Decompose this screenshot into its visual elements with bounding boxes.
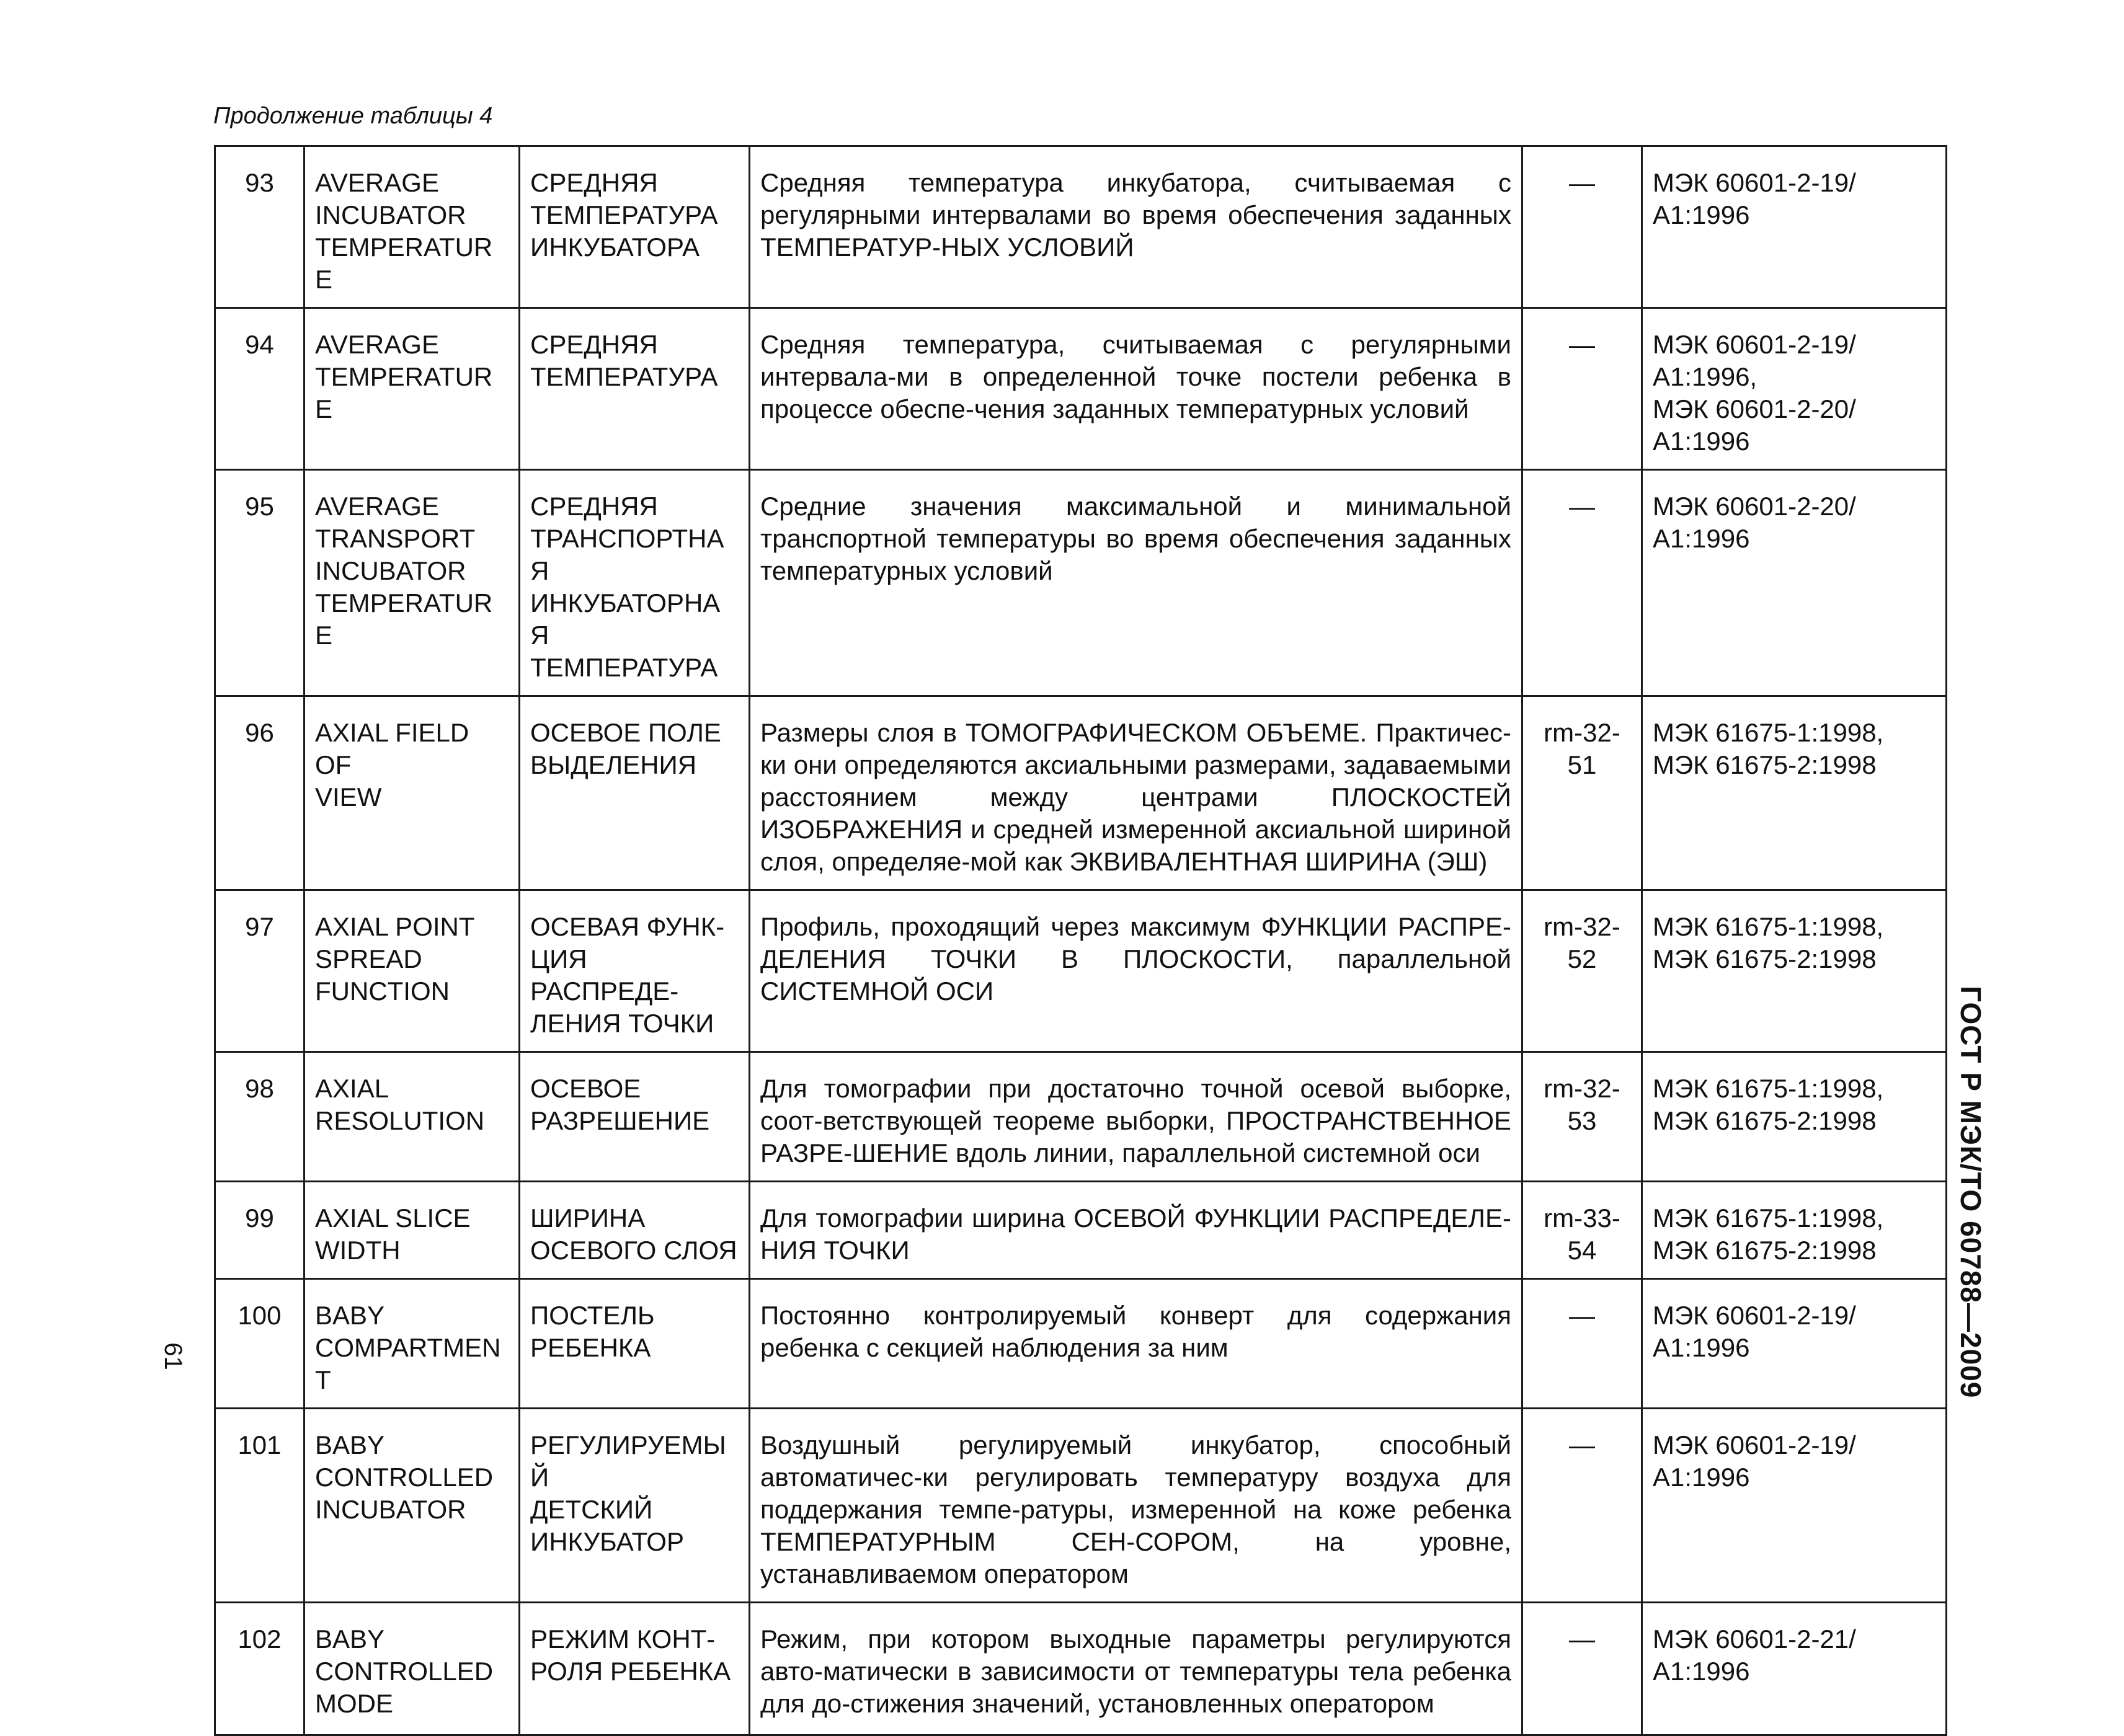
- definition-text: Средняя температура, считываемая с регулярными интервала-ми в определенной точке постели ребенка в процессе обеспе-чения заданных температурных условий: [760, 330, 1511, 423]
- term-number: 94: [245, 330, 274, 359]
- definition-cell: [750, 1409, 1522, 1603]
- source-cell: [1642, 1409, 1947, 1603]
- definition-cell: [750, 890, 1522, 1052]
- source-standard: МЭК 60601-2-20/А1:1996: [1653, 492, 1856, 553]
- page-number: 61: [159, 1342, 187, 1370]
- reference-cell: [1522, 1409, 1642, 1603]
- english-term-cell: [304, 696, 520, 890]
- term-number-cell: [215, 470, 304, 696]
- english-term-line: TEMPERATURE: [315, 588, 493, 650]
- source-standard: МЭК 61675-1:1998,: [1653, 912, 1884, 941]
- english-term-cell: [304, 146, 520, 308]
- definition-text: Средняя температура инкубатора, считываемая с регулярными интервалами во время обеспечения заданных ТЕМПЕРАТУР-НЫХ УСЛОВИЙ: [760, 168, 1511, 262]
- russian-term-cell: [520, 146, 750, 308]
- reference-cell: [1522, 890, 1642, 1052]
- reference-code: —: [1569, 330, 1595, 359]
- term-number: 98: [245, 1074, 274, 1103]
- document-code: ГОСТ Р МЭК/ТО 60788—2009: [1955, 986, 1987, 1399]
- russian-term-line: СРЕДНЯЯ: [530, 168, 658, 197]
- russian-term-cell: [520, 696, 750, 890]
- reference-code: rm-32-51: [1544, 718, 1620, 779]
- source-cell: [1642, 890, 1947, 1052]
- table-row: [215, 890, 1947, 1052]
- definition-cell: [750, 146, 1522, 308]
- reference-cell: [1522, 1182, 1642, 1279]
- english-term-line: AXIAL FIELD OF: [315, 718, 469, 779]
- term-number-cell: [215, 308, 304, 470]
- english-term-line: AVERAGE: [315, 492, 439, 521]
- english-term-line: INCUBATOR: [315, 200, 466, 229]
- source-standard: МЭК 60601-2-19/А1:1996: [1653, 1430, 1856, 1492]
- reference-code: —: [1569, 168, 1595, 197]
- english-term-cell: [304, 890, 520, 1052]
- reference-cell: [1522, 1279, 1642, 1409]
- reference-code: rm-32-53: [1544, 1074, 1620, 1135]
- table-row: [215, 1279, 1947, 1409]
- russian-term-line: РЕБЕНКА: [530, 1333, 651, 1362]
- russian-term-line: ЛЕНИЯ ТОЧКИ: [530, 1009, 714, 1038]
- russian-term-line: ОСЕВОЕ: [530, 1074, 641, 1103]
- source-standard: МЭК 60601-2-19/А1:1996: [1653, 1301, 1856, 1362]
- source-cell: [1642, 146, 1947, 308]
- reference-code: —: [1569, 1430, 1595, 1459]
- table-caption: Продолжение таблицы 4: [213, 103, 493, 129]
- reference-cell: [1522, 146, 1642, 308]
- english-term-line: WIDTH: [315, 1236, 401, 1265]
- term-number-cell: [215, 696, 304, 890]
- reference-cell: [1522, 1052, 1642, 1182]
- definition-text: Для томографии ширина ОСЕВОЙ ФУНКЦИИ РАСПРЕДЕЛЕ-НИЯ ТОЧКИ: [760, 1203, 1511, 1265]
- term-number: 93: [245, 168, 274, 197]
- source-cell: [1642, 1603, 1947, 1735]
- russian-term-line: РЕГУЛИРУЕМЫЙ: [530, 1430, 726, 1492]
- term-number-cell: [215, 146, 304, 308]
- table-row: [215, 696, 1947, 890]
- reference-code: —: [1569, 1301, 1595, 1330]
- term-number-cell: [215, 1052, 304, 1182]
- definition-cell: [750, 696, 1522, 890]
- definition-cell: [750, 1182, 1522, 1279]
- reference-cell: [1522, 470, 1642, 696]
- table-row: [215, 308, 1947, 470]
- definition-text: Режим, при котором выходные параметры регулируются авто-матически в зависимости от температуры тела ребенка для до-стижения значений, установленных оператором: [760, 1624, 1511, 1718]
- english-term-cell: [304, 1182, 520, 1279]
- russian-term-line: ИНКУБАТОРНАЯ: [530, 588, 721, 650]
- term-number: 97: [245, 912, 274, 941]
- term-number: 95: [245, 492, 274, 521]
- source-standard: МЭК 60601-2-19/А1:1996: [1653, 168, 1856, 229]
- terms-table-body: [215, 146, 1947, 1735]
- russian-term-cell: [520, 1279, 750, 1409]
- english-term-line: TRANSPORT: [315, 524, 476, 553]
- definition-text: Размеры слоя в ТОМОГРАФИЧЕСКОМ ОБЪЕМЕ. Практичес-ки они определяются аксиальными размерами, задаваемыми расстоянием между центрами ПЛОСКОСТЕЙ ИЗОБРАЖЕНИЯ и средней измеренной аксиальной шириной слоя, определяе-мой как ЭКВИВАЛЕНТНАЯ ШИРИНА (ЭШ): [760, 718, 1511, 876]
- term-number: 101: [238, 1430, 282, 1459]
- russian-term-cell: [520, 1603, 750, 1735]
- source-standard: МЭК 61675-2:1998: [1653, 1236, 1877, 1265]
- russian-term-cell: [520, 470, 750, 696]
- russian-term-line: ТЕМПЕРАТУРА: [530, 200, 718, 229]
- russian-term-cell: [520, 1409, 750, 1603]
- english-term-line: AXIAL: [315, 1074, 389, 1103]
- russian-term-line: ТЕМПЕРАТУРА: [530, 362, 718, 391]
- definition-text: Средние значения максимальной и минимальной транспортной температуры во время обеспечения заданных температурных условий: [760, 492, 1511, 585]
- table-row: [215, 1409, 1947, 1603]
- english-term-line: TEMPERATURE: [315, 232, 493, 294]
- term-number-cell: [215, 1182, 304, 1279]
- russian-term-line: ТРАНСПОРТНАЯ: [530, 524, 724, 585]
- english-term-line: AXIAL POINT: [315, 912, 475, 941]
- english-term-line: INCUBATOR: [315, 1495, 466, 1524]
- russian-term-line: СРЕДНЯЯ: [530, 330, 658, 359]
- source-standard: МЭК 61675-1:1998,: [1653, 718, 1884, 747]
- term-number: 102: [238, 1624, 282, 1654]
- russian-term-cell: [520, 308, 750, 470]
- table-row: [215, 1182, 1947, 1279]
- english-term-line: BABY: [315, 1301, 385, 1330]
- term-number: 96: [245, 718, 274, 747]
- english-term-cell: [304, 1409, 520, 1603]
- source-standard: МЭК 60601-2-19/А1:1996,: [1653, 330, 1856, 391]
- english-term-cell: [304, 308, 520, 470]
- russian-term-line: РЕЖИМ КОНТ-: [530, 1624, 716, 1654]
- reference-cell: [1522, 696, 1642, 890]
- term-number-cell: [215, 1603, 304, 1735]
- english-term-line: CONTROLLED: [315, 1463, 494, 1492]
- source-standard: МЭК 61675-1:1998,: [1653, 1203, 1884, 1233]
- term-number: 100: [238, 1301, 282, 1330]
- term-number-cell: [215, 1279, 304, 1409]
- russian-term-cell: [520, 1052, 750, 1182]
- english-term-line: COMPARTMENT: [315, 1333, 501, 1394]
- english-term-cell: [304, 1279, 520, 1409]
- term-number: 99: [245, 1203, 274, 1233]
- english-term-line: MODE: [315, 1689, 393, 1718]
- definition-cell: [750, 1279, 1522, 1409]
- english-term-line: SPREAD: [315, 944, 422, 973]
- term-number-cell: [215, 890, 304, 1052]
- russian-term-line: СРЕДНЯЯ: [530, 492, 658, 521]
- russian-term-line: ДЕТСКИЙ: [530, 1495, 653, 1524]
- definition-cell: [750, 1052, 1522, 1182]
- russian-term-line: ОСЕВОГО СЛОЯ: [530, 1236, 737, 1265]
- source-cell: [1642, 696, 1947, 890]
- russian-term-line: ИНКУБАТОРА: [530, 232, 700, 262]
- source-cell: [1642, 308, 1947, 470]
- english-term-cell: [304, 470, 520, 696]
- russian-term-line: РАЗРЕШЕНИЕ: [530, 1106, 710, 1135]
- definition-text: Для томографии при достаточно точной осевой выборке, соот-ветствующей теореме выборки, ПРОСТРАНСТВЕННОЕ РАЗРЕ-ШЕНИЕ вдоль линии, параллельной системной оси: [760, 1074, 1511, 1167]
- source-cell: [1642, 1052, 1947, 1182]
- english-term-line: TEMPERATURE: [315, 362, 493, 423]
- reference-code: —: [1569, 1624, 1595, 1654]
- source-standard: МЭК 61675-2:1998: [1653, 750, 1877, 779]
- russian-term-line: ВЫДЕЛЕНИЯ: [530, 750, 697, 779]
- source-standard: МЭК 61675-1:1998,: [1653, 1074, 1884, 1103]
- source-cell: [1642, 1279, 1947, 1409]
- reference-cell: [1522, 308, 1642, 470]
- russian-term-line: ИНКУБАТОР: [530, 1527, 684, 1556]
- source-standard: МЭК 60601-2-20/А1:1996: [1653, 394, 1856, 456]
- table-row: [215, 146, 1947, 308]
- english-term-cell: [304, 1052, 520, 1182]
- table-row: [215, 1052, 1947, 1182]
- source-standard: МЭК 61675-2:1998: [1653, 944, 1877, 973]
- definition-cell: [750, 470, 1522, 696]
- english-term-line: RESOLUTION: [315, 1106, 485, 1135]
- russian-term-line: РОЛЯ РЕБЕНКА: [530, 1657, 731, 1686]
- russian-term-cell: [520, 1182, 750, 1279]
- english-term-line: AVERAGE: [315, 168, 439, 197]
- russian-term-line: ПОСТЕЛЬ: [530, 1301, 655, 1330]
- english-term-line: BABY: [315, 1624, 385, 1654]
- source-standard: МЭК 60601-2-21/А1:1996: [1653, 1624, 1856, 1686]
- definition-text: Профиль, проходящий через максимум ФУНКЦИИ РАСПРЕ-ДЕЛЕНИЯ ТОЧКИ В ПЛОСКОСТИ, параллельной СИСТЕМНОЙ ОСИ: [760, 912, 1511, 1006]
- russian-term-cell: [520, 890, 750, 1052]
- source-standard: МЭК 61675-2:1998: [1653, 1106, 1877, 1135]
- reference-code: —: [1569, 492, 1595, 521]
- table-row: [215, 470, 1947, 696]
- source-cell: [1642, 1182, 1947, 1279]
- russian-term-line: ОСЕВАЯ ФУНК-: [530, 912, 725, 941]
- term-number-cell: [215, 1409, 304, 1603]
- terms-table: [214, 145, 1947, 1736]
- english-term-line: AXIAL SLICE: [315, 1203, 471, 1233]
- source-cell: [1642, 470, 1947, 696]
- russian-term-line: ЦИЯ РАСПРЕДЕ-: [530, 944, 679, 1006]
- definition-text: Воздушный регулируемый инкубатор, способный автоматичес-ки регулировать температуру воздуха для поддержания темпе-ратуры, измеренной на коже ребенка ТЕМПЕРАТУРНЫМ СЕН-СОРОМ, на уровне, устанавливаемом оператором: [760, 1430, 1511, 1588]
- definition-cell: [750, 1603, 1522, 1735]
- reference-cell: [1522, 1603, 1642, 1735]
- table-row: [215, 1603, 1947, 1735]
- english-term-line: VIEW: [315, 782, 382, 812]
- english-term-line: AVERAGE: [315, 330, 439, 359]
- english-term-cell: [304, 1603, 520, 1735]
- reference-code: rm-33-54: [1544, 1203, 1620, 1265]
- english-term-line: CONTROLLED: [315, 1657, 494, 1686]
- english-term-line: BABY: [315, 1430, 385, 1459]
- definition-cell: [750, 308, 1522, 470]
- russian-term-line: ШИРИНА: [530, 1203, 646, 1233]
- reference-code: rm-32-52: [1544, 912, 1620, 973]
- english-term-line: FUNCTION: [315, 976, 450, 1006]
- english-term-line: INCUBATOR: [315, 556, 466, 585]
- russian-term-line: ТЕМПЕРАТУРА: [530, 653, 718, 682]
- definition-text: Постоянно контролируемый конверт для содержания ребенка с секцией наблюдения за ним: [760, 1301, 1511, 1362]
- russian-term-line: ОСЕВОЕ ПОЛЕ: [530, 718, 721, 747]
